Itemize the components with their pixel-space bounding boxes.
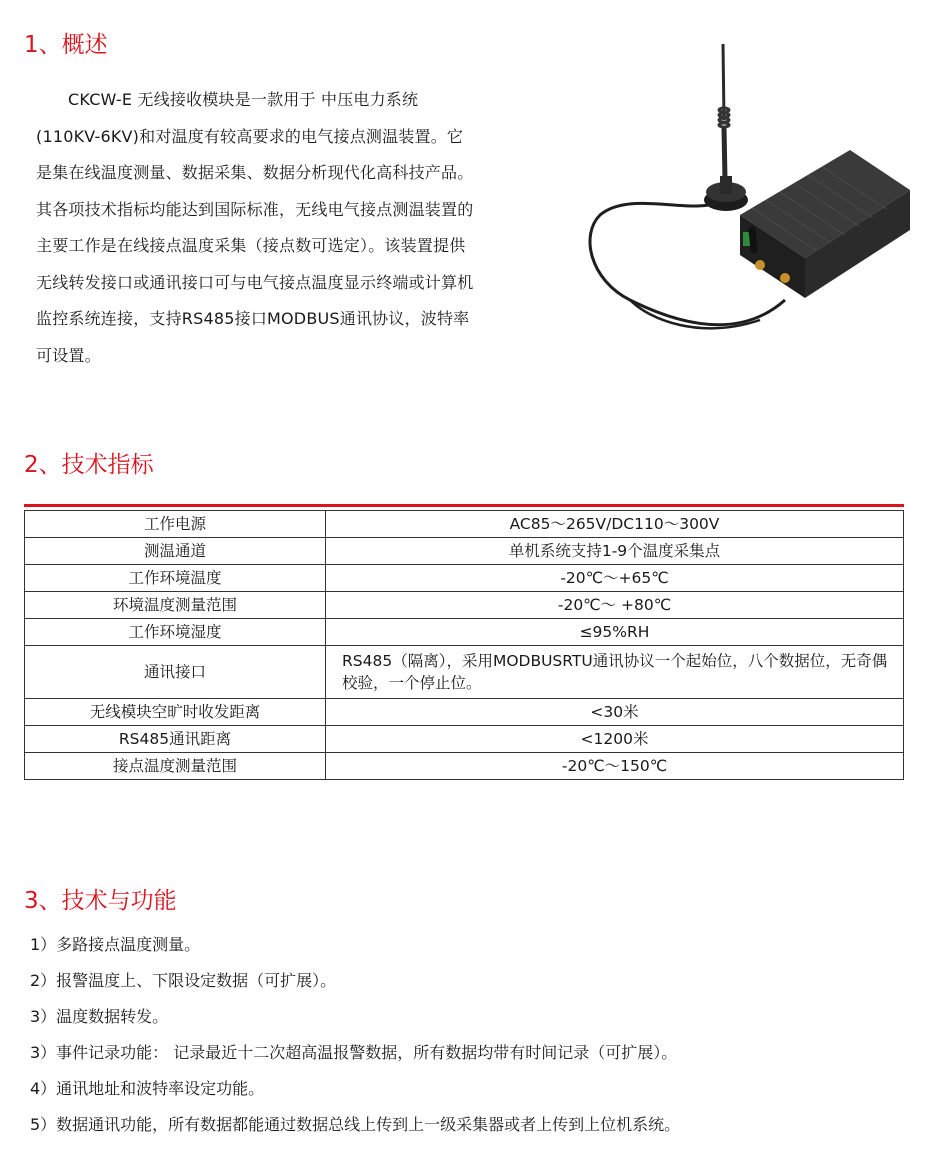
overview-text	[36, 82, 474, 374]
table-row	[25, 753, 904, 780]
spec-value: <30米	[326, 699, 904, 726]
product-image	[570, 40, 910, 350]
spec-name: 工作环境湿度	[25, 619, 326, 646]
list-item: 4）通讯地址和波特率设定功能。	[30, 1079, 265, 1098]
section-title-specs: 2、技术指标	[24, 452, 154, 478]
spec-name: 工作环境温度	[25, 565, 326, 592]
spec-value: <1200米	[326, 726, 904, 753]
spec-value: 单机系统支持1-9个温度采集点	[326, 538, 904, 565]
table-row	[25, 646, 904, 699]
table-row	[25, 565, 904, 592]
spec-name: 测温通道	[25, 538, 326, 565]
spec-name: 工作电源	[25, 511, 326, 538]
spec-name: RS485通讯距离	[25, 726, 326, 753]
spec-name: 无线模块空旷时收发距离	[25, 699, 326, 726]
spec-name: 通讯接口	[25, 646, 326, 699]
list-item: 3）温度数据转发。	[30, 1007, 169, 1026]
list-item: 5）数据通讯功能，所有数据都能通过数据总线上传到上一级采集器或者上传到上位机系统。	[30, 1115, 681, 1134]
section-title-functions: 3、技术与功能	[24, 888, 177, 914]
spec-value: ≤95%RH	[326, 619, 904, 646]
feature-list	[30, 930, 680, 1146]
list-item: 1）多路接点温度测量。	[30, 935, 201, 954]
section-title-overview: 1、概述	[24, 32, 108, 58]
spec-value: RS485（隔离），采用MODBUSRTU通讯协议一个起始位，八个数据位，无奇偶校验，一个停止位。	[326, 646, 904, 699]
list-item: 2）报警温度上、下限设定数据（可扩展）。	[30, 971, 337, 990]
spec-name: 接点温度测量范围	[25, 753, 326, 780]
table-row	[25, 538, 904, 565]
spec-value: AC85～265V/DC110～300V	[326, 511, 904, 538]
table-row	[25, 699, 904, 726]
table-row	[25, 726, 904, 753]
table-row	[25, 511, 904, 538]
table-row	[25, 592, 904, 619]
spec-value: -20℃～ +80℃	[326, 592, 904, 619]
section-divider	[24, 504, 904, 507]
table-row	[25, 619, 904, 646]
spec-value: -20℃～150℃	[326, 753, 904, 780]
spec-table	[24, 510, 904, 780]
wireless-receiver-module-illustration	[570, 40, 910, 350]
list-item: 3）事件记录功能： 记录最近十二次超高温报警数据，所有数据均带有时间记录（可扩展）。	[30, 1043, 678, 1062]
spec-value: -20℃～+65℃	[326, 565, 904, 592]
overview-paragraph: CKCW-E 无线接收模块是一款用于 中压电力系统(110KV-6KV)和对温度有较高要求的电气接点测温装置。它是集在线温度测量、数据采集、数据分析现代化高科技产品。其各项技术指标均能达到国际标准，无线电气接点测温装置的主要工作是在线接点温度采集（接点数可选定）。该装置提供无线转发接口或通讯接口可与电气接点温度显示终端或计算机监控系统连接，支持RS485接口MODBUS通讯协议，波特率可设置。	[36, 90, 474, 365]
spec-name: 环境温度测量范围	[25, 592, 326, 619]
